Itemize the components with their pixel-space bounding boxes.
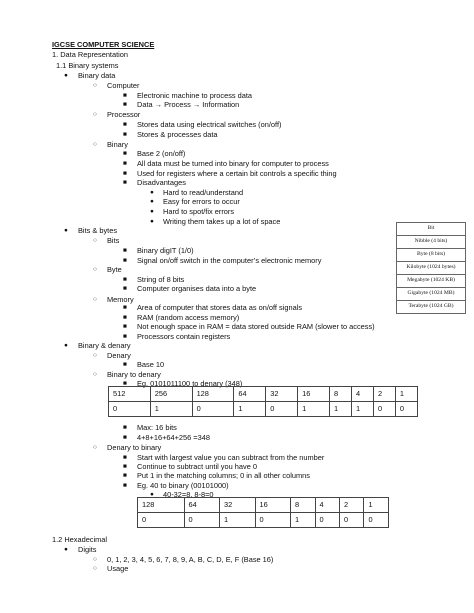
outline-item: Stores data using electrical switches (on/off)	[137, 120, 282, 129]
outline-item: Continue to subtract until you have 0	[137, 462, 257, 471]
outline-item: Usage	[107, 564, 129, 573]
bullet-icon: ■	[123, 481, 127, 489]
place-value-cell: 64	[234, 387, 266, 402]
bit-cell: 1	[150, 402, 192, 417]
bit-cell: 0	[373, 402, 395, 417]
bullet-icon: ■	[123, 471, 127, 479]
bit-cell: 0	[339, 513, 363, 528]
bullet-icon: ●	[64, 226, 68, 234]
outline-item: All data must be turned into binary for computer to process	[137, 159, 329, 168]
bit-cell: 0	[364, 513, 389, 528]
bullet-icon: ●	[150, 197, 154, 205]
outline-item: Bits	[107, 236, 120, 245]
place-value-cell: 512	[109, 387, 151, 402]
bit-cell: 1	[329, 402, 351, 417]
bullet-icon: ■	[123, 379, 127, 387]
bullet-icon: ■	[123, 322, 127, 330]
place-value-cell: 128	[138, 498, 185, 513]
unit-cell: Kilobyte (1024 bytes)	[397, 262, 466, 275]
bullet-icon: ●	[64, 545, 68, 553]
outline-item: Computer	[107, 81, 140, 90]
unit-cell: Byte (8 bits)	[397, 249, 466, 262]
bullet-icon: ●	[64, 341, 68, 349]
bullet-icon: ●	[64, 71, 68, 79]
outline-item: Eg. 0101011100 to denary (348)	[137, 379, 243, 388]
bullet-icon: ○	[93, 295, 97, 303]
outline-item: Writing them takes up a lot of space	[163, 217, 281, 226]
place-value-cell: 16	[298, 387, 330, 402]
bit-cell: 0	[266, 402, 298, 417]
outline-item: Binary & denary	[78, 341, 131, 350]
bullet-icon: ■	[123, 332, 127, 340]
bit-cell: 0	[184, 513, 220, 528]
bit-cell: 1	[298, 402, 330, 417]
bullet-icon: ○	[93, 81, 97, 89]
bullet-icon: ■	[123, 433, 127, 441]
place-value-cell: 4	[315, 498, 339, 513]
bullet-icon: ■	[123, 120, 127, 128]
bullet-icon: ●	[150, 188, 154, 196]
bullet-icon: ○	[93, 265, 97, 273]
bullet-icon: ■	[123, 130, 127, 138]
outline-item: Put 1 in the matching columns; 0 in all other columns	[137, 471, 310, 480]
bullet-icon: ○	[93, 564, 97, 572]
place-value-cell: 32	[220, 498, 256, 513]
outline-item: Base 10	[137, 360, 165, 369]
bullet-icon: ○	[93, 351, 97, 359]
bullet-icon: ■	[123, 284, 127, 292]
outline-item: Binary to denary	[107, 370, 161, 379]
outline-item: 40-32=8, 8-8=0	[163, 490, 214, 499]
place-value-cell: 4	[351, 387, 373, 402]
outline-item: Processors contain registers	[137, 332, 231, 341]
place-value-cell: 32	[266, 387, 298, 402]
outline-item: Digits	[78, 545, 97, 554]
outline-item: Binary data	[78, 71, 116, 80]
bullet-icon: ○	[93, 443, 97, 451]
bullet-icon: ●	[150, 490, 154, 498]
bullet-icon: ○	[93, 140, 97, 148]
place-value-cell: 1	[364, 498, 389, 513]
bullet-icon: ■	[123, 159, 127, 167]
bullet-icon: ■	[123, 360, 127, 368]
bit-row	[138, 513, 389, 528]
bullet-icon: ■	[123, 246, 127, 254]
bullet-icon: ■	[123, 256, 127, 264]
bullet-icon: ■	[123, 91, 127, 99]
place-value-row	[109, 387, 418, 402]
bullet-icon: ○	[93, 370, 97, 378]
outline-item: Eg. 40 to binary (00101000)	[137, 481, 229, 490]
bit-cell: 0	[192, 402, 234, 417]
bit-cell: 0	[395, 402, 417, 417]
bullet-icon: ■	[123, 453, 127, 461]
bullet-icon: ○	[93, 110, 97, 118]
unit-cell: Terabyte (1024 GB)	[397, 301, 466, 314]
outline-item: Data → Process → Information	[137, 100, 240, 109]
outline-item: Max: 16 bits	[137, 423, 177, 432]
outline-item: Denary	[107, 351, 131, 360]
bullet-icon: ○	[93, 236, 97, 244]
outline-item: 1. Data Representation	[52, 50, 129, 59]
bit-cell: 1	[351, 402, 373, 417]
unit-cell: Nibble (4 bits)	[397, 236, 466, 249]
outline-item: Hard to spot/fix errors	[163, 207, 235, 216]
place-value-cell: 8	[291, 498, 315, 513]
bullet-icon: ●	[150, 207, 154, 215]
outline-item: Processor	[107, 110, 141, 119]
place-value-row	[138, 498, 389, 513]
place-value-cell: 256	[150, 387, 192, 402]
outline-item: Hard to read/understand	[163, 188, 244, 197]
unit-cell: Megabyte (1024 KB)	[397, 275, 466, 288]
outline-item: RAM (random access memory)	[137, 313, 240, 322]
outline-item: Area of computer that stores data as on/off signals	[137, 303, 303, 312]
place-value-cell: 64	[184, 498, 220, 513]
place-value-cell: 1	[395, 387, 417, 402]
bullet-icon: ■	[123, 313, 127, 321]
outline-item: Signal on/off switch in the computer’s electronic memory	[137, 256, 322, 265]
outline-item: Electronic machine to process data	[137, 91, 253, 100]
bullet-icon: ■	[123, 100, 127, 108]
bit-cell: 0	[109, 402, 151, 417]
outline-item: 0, 1, 2, 3, 4, 5, 6, 7, 8, 9, A, B, C, D, E, F (Base 16)	[107, 555, 274, 564]
bit-cell: 0	[138, 513, 185, 528]
bullet-icon: ■	[123, 275, 127, 283]
bullet-icon: ■	[123, 303, 127, 311]
document-title: IGCSE COMPUTER SCIENCE	[52, 40, 155, 49]
place-value-cell: 8	[329, 387, 351, 402]
unit-cell: Bit	[397, 223, 466, 236]
storage-units-table	[396, 222, 466, 314]
outline-item: Easy for errors to occur	[163, 197, 240, 206]
bullet-icon: ■	[123, 149, 127, 157]
outline-item: 4+8+16+64+256 =348	[137, 433, 210, 442]
bullet-icon: ■	[123, 462, 127, 470]
bit-cell: 1	[291, 513, 315, 528]
outline-item: Binary	[107, 140, 128, 149]
place-value-cell: 16	[255, 498, 291, 513]
outline-item: Used for registers where a certain bit controls a specific thing	[137, 169, 337, 178]
place-value-cell: 128	[192, 387, 234, 402]
bit-row	[109, 402, 418, 417]
outline-item: 1.1 Binary systems	[56, 61, 119, 70]
bit-cell: 1	[220, 513, 256, 528]
outline-item: Computer organises data into a byte	[137, 284, 257, 293]
bit-cell: 0	[315, 513, 339, 528]
outline-item: Byte	[107, 265, 122, 274]
outline-item: Base 2 (on/off)	[137, 149, 186, 158]
outline-item: Bits & bytes	[78, 226, 118, 235]
bullet-icon: ■	[123, 423, 127, 431]
outline-item: Disadvantages	[137, 178, 186, 187]
outline-item: Binary digIT (1/0)	[137, 246, 194, 255]
place-value-cell: 2	[339, 498, 363, 513]
bullet-icon: ○	[93, 555, 97, 563]
bit-cell: 1	[234, 402, 266, 417]
binary-to-denary-table	[108, 386, 418, 417]
outline-item: Memory	[107, 295, 134, 304]
denary-to-binary-table	[137, 497, 389, 528]
outline-item: Not enough space in RAM = data stored outside RAM (slower to access)	[137, 322, 375, 331]
place-value-cell: 2	[373, 387, 395, 402]
bit-cell: 0	[255, 513, 291, 528]
outline-item: Denary to binary	[107, 443, 162, 452]
outline-item: Stores & processes data	[137, 130, 218, 139]
outline-item: String of 8 bits	[137, 275, 185, 284]
unit-cell: Gigabyte (1024 MB)	[397, 288, 466, 301]
bullet-icon: ●	[150, 217, 154, 225]
bullet-icon: ■	[123, 169, 127, 177]
bullet-icon: ■	[123, 178, 127, 186]
outline-item: Start with largest value you can subtract from the number	[137, 453, 325, 462]
outline-item: 1.2 Hexadecimal	[52, 535, 108, 544]
